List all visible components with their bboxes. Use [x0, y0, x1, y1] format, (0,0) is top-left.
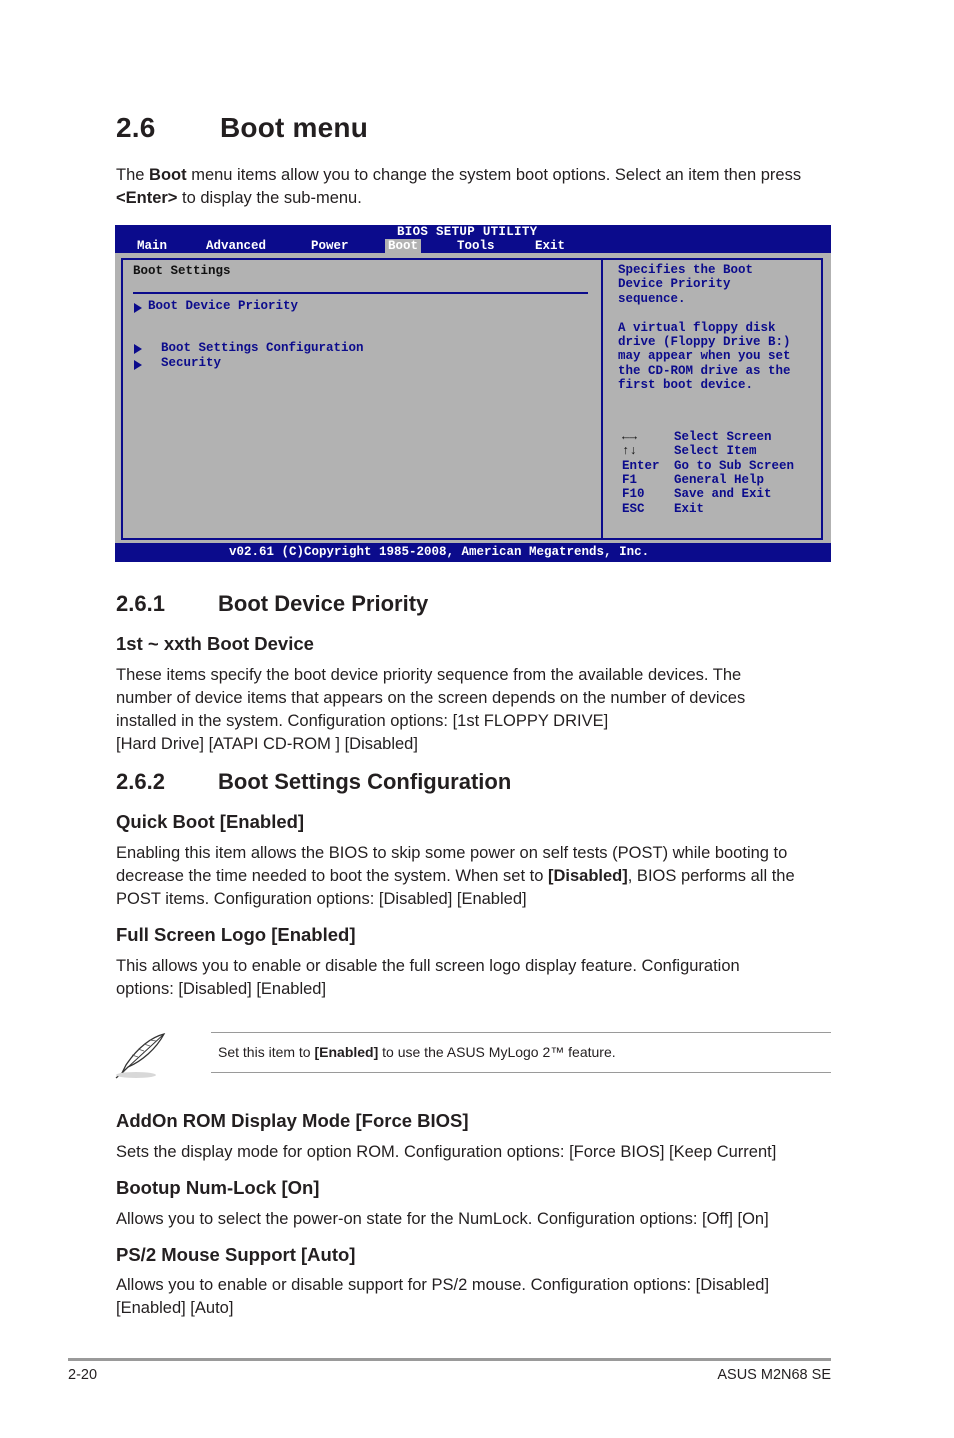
subsection-number: 2.6.2	[116, 769, 165, 794]
bios-item-boot-device-priority[interactable]: Boot Device Priority	[148, 299, 299, 313]
bios-copyright: v02.61 (C)Copyright 1985-2008, American Megatrends, Inc.	[229, 545, 650, 559]
bios-key: F10	[622, 487, 645, 501]
item-heading-ps2-mouse: PS/2 Mouse Support [Auto]	[116, 1244, 356, 1265]
text-line: number of device items that appears on the screen depends on the number of devices	[116, 689, 746, 707]
bios-key-action: Save and Exit	[674, 487, 772, 501]
text-line: POST items. Configuration options: [Disabled] [Enabled]	[116, 890, 527, 908]
intro-text-2: menu items allow you to change the system boot options. Select an item then press	[186, 166, 802, 184]
item-heading-addon-rom: AddOn ROM Display Mode [Force BIOS]	[116, 1110, 469, 1131]
text-line: installed in the system. Configuration options: [1st FLOPPY DRIVE]	[116, 712, 609, 730]
bios-key: F1	[622, 473, 638, 487]
section-heading	[116, 112, 368, 144]
submenu-arrow-icon	[134, 303, 142, 313]
intro-text-1: The	[116, 166, 150, 184]
bios-key-action: Select Item	[674, 444, 757, 458]
bios-help-line: the CD-ROM drive as the	[618, 364, 791, 378]
ps2-mouse-description	[116, 1274, 856, 1320]
item-heading-num-lock: Bootup Num-Lock [On]	[116, 1177, 320, 1198]
bios-panel-rule	[133, 292, 588, 294]
subsection-heading-2-6-1	[116, 591, 428, 617]
num-lock-description: Allows you to select the power-on state for the NumLock. Configuration options: [Off] [On]	[116, 1210, 769, 1228]
text-line: , BIOS performs all the	[627, 867, 795, 885]
bios-help-line: drive (Floppy Drive B:)	[618, 335, 791, 349]
text-span: to use the ASUS MyLogo 2™ feature.	[378, 1044, 616, 1060]
page-number: 2-20	[68, 1367, 98, 1383]
bios-help-line: Specifies the Boot	[618, 263, 754, 277]
item-heading-boot-device: 1st ~ xxth Boot Device	[116, 633, 314, 654]
text-line: options: [Disabled] [Enabled]	[116, 980, 327, 998]
text-line: [Hard Drive] [ATAPI CD-ROM ] [Disabled]	[116, 735, 418, 753]
bios-title: BIOS SETUP UTILITY	[397, 225, 538, 239]
note-text	[218, 1044, 616, 1060]
footer-rule	[68, 1358, 831, 1361]
bold-disabled: [Disabled]	[548, 867, 628, 885]
bios-help-line: sequence.	[618, 292, 686, 306]
subsection-title: Boot Device Priority	[218, 591, 429, 616]
bios-key: Enter	[622, 459, 660, 473]
note-bottom-rule	[211, 1072, 831, 1073]
bold-enabled: [Enabled]	[314, 1044, 379, 1060]
intro-bold-boot: Boot	[149, 166, 187, 184]
bios-menu-tools[interactable]: Tools	[457, 239, 495, 253]
addon-rom-description: Sets the display mode for option ROM. Configuration options: [Force BIOS] [Keep Current]	[116, 1143, 777, 1161]
item-heading-full-screen-logo: Full Screen Logo [Enabled]	[116, 924, 356, 945]
bios-menu-main[interactable]: Main	[137, 239, 168, 253]
bios-menu-power[interactable]: Power	[311, 239, 349, 253]
full-screen-logo-description	[116, 955, 836, 1001]
text-line: decrease the time needed to boot the system. When set to	[116, 867, 548, 885]
bios-footer-bar	[115, 543, 831, 562]
feather-pen-icon	[112, 1031, 170, 1081]
intro-paragraph	[116, 164, 836, 210]
intro-text-3: to display the sub-menu.	[177, 189, 362, 207]
text-line: These items specify the boot device priority sequence from the available devices. The	[116, 666, 742, 684]
bios-panel-title: Boot Settings	[133, 264, 231, 278]
submenu-arrow-icon	[134, 360, 142, 370]
bios-help-line: may appear when you set	[618, 349, 791, 363]
left-right-arrows-icon: ←→	[622, 430, 638, 444]
text-line: Allows you to enable or disable support for PS/2 mouse. Configuration options: [Disabled]	[116, 1276, 770, 1294]
note-top-rule	[211, 1032, 831, 1033]
bios-menu-advanced[interactable]: Advanced	[206, 239, 267, 253]
bios-key-action: Exit	[674, 502, 705, 516]
submenu-arrow-icon	[134, 344, 142, 354]
bios-key: ESC	[622, 502, 645, 516]
text-span: Set this item to	[218, 1044, 315, 1060]
subsection-number: 2.6.1	[116, 591, 165, 616]
text-line: This allows you to enable or disable the full screen logo display feature. Configuration	[116, 957, 740, 975]
bios-help-line: first boot device.	[618, 378, 754, 392]
bios-help-line: A virtual floppy disk	[618, 321, 776, 335]
bios-item-security[interactable]: Security	[161, 356, 222, 370]
quick-boot-description	[116, 842, 856, 911]
subsection-title: Boot Settings Configuration	[218, 769, 512, 794]
intro-bold-enter: <Enter>	[116, 189, 178, 207]
bios-menu-exit[interactable]: Exit	[535, 239, 566, 253]
section-title: Boot menu	[220, 112, 369, 143]
bios-menu-boot[interactable]: Boot	[385, 239, 421, 253]
section-number: 2.6	[116, 112, 156, 143]
up-down-arrows-icon: ↑↓	[622, 444, 638, 458]
bios-screenshot	[115, 225, 831, 562]
bios-help-line: Device Priority	[618, 277, 731, 291]
bios-key-action: General Help	[674, 473, 765, 487]
bios-key-action: Go to Sub Screen	[674, 459, 795, 473]
text-line: Enabling this item allows the BIOS to skip some power on self tests (POST) while booting to	[116, 844, 788, 862]
bios-item-boot-settings-configuration[interactable]: Boot Settings Configuration	[161, 341, 364, 355]
bios-divider	[601, 258, 603, 540]
bios-key-action: Select Screen	[674, 430, 772, 444]
product-name: ASUS M2N68 SE	[717, 1367, 831, 1383]
text-line: [Enabled] [Auto]	[116, 1299, 234, 1317]
subsection-heading-2-6-2	[116, 769, 511, 795]
item-heading-quick-boot: Quick Boot [Enabled]	[116, 811, 305, 832]
boot-device-description	[116, 664, 836, 756]
